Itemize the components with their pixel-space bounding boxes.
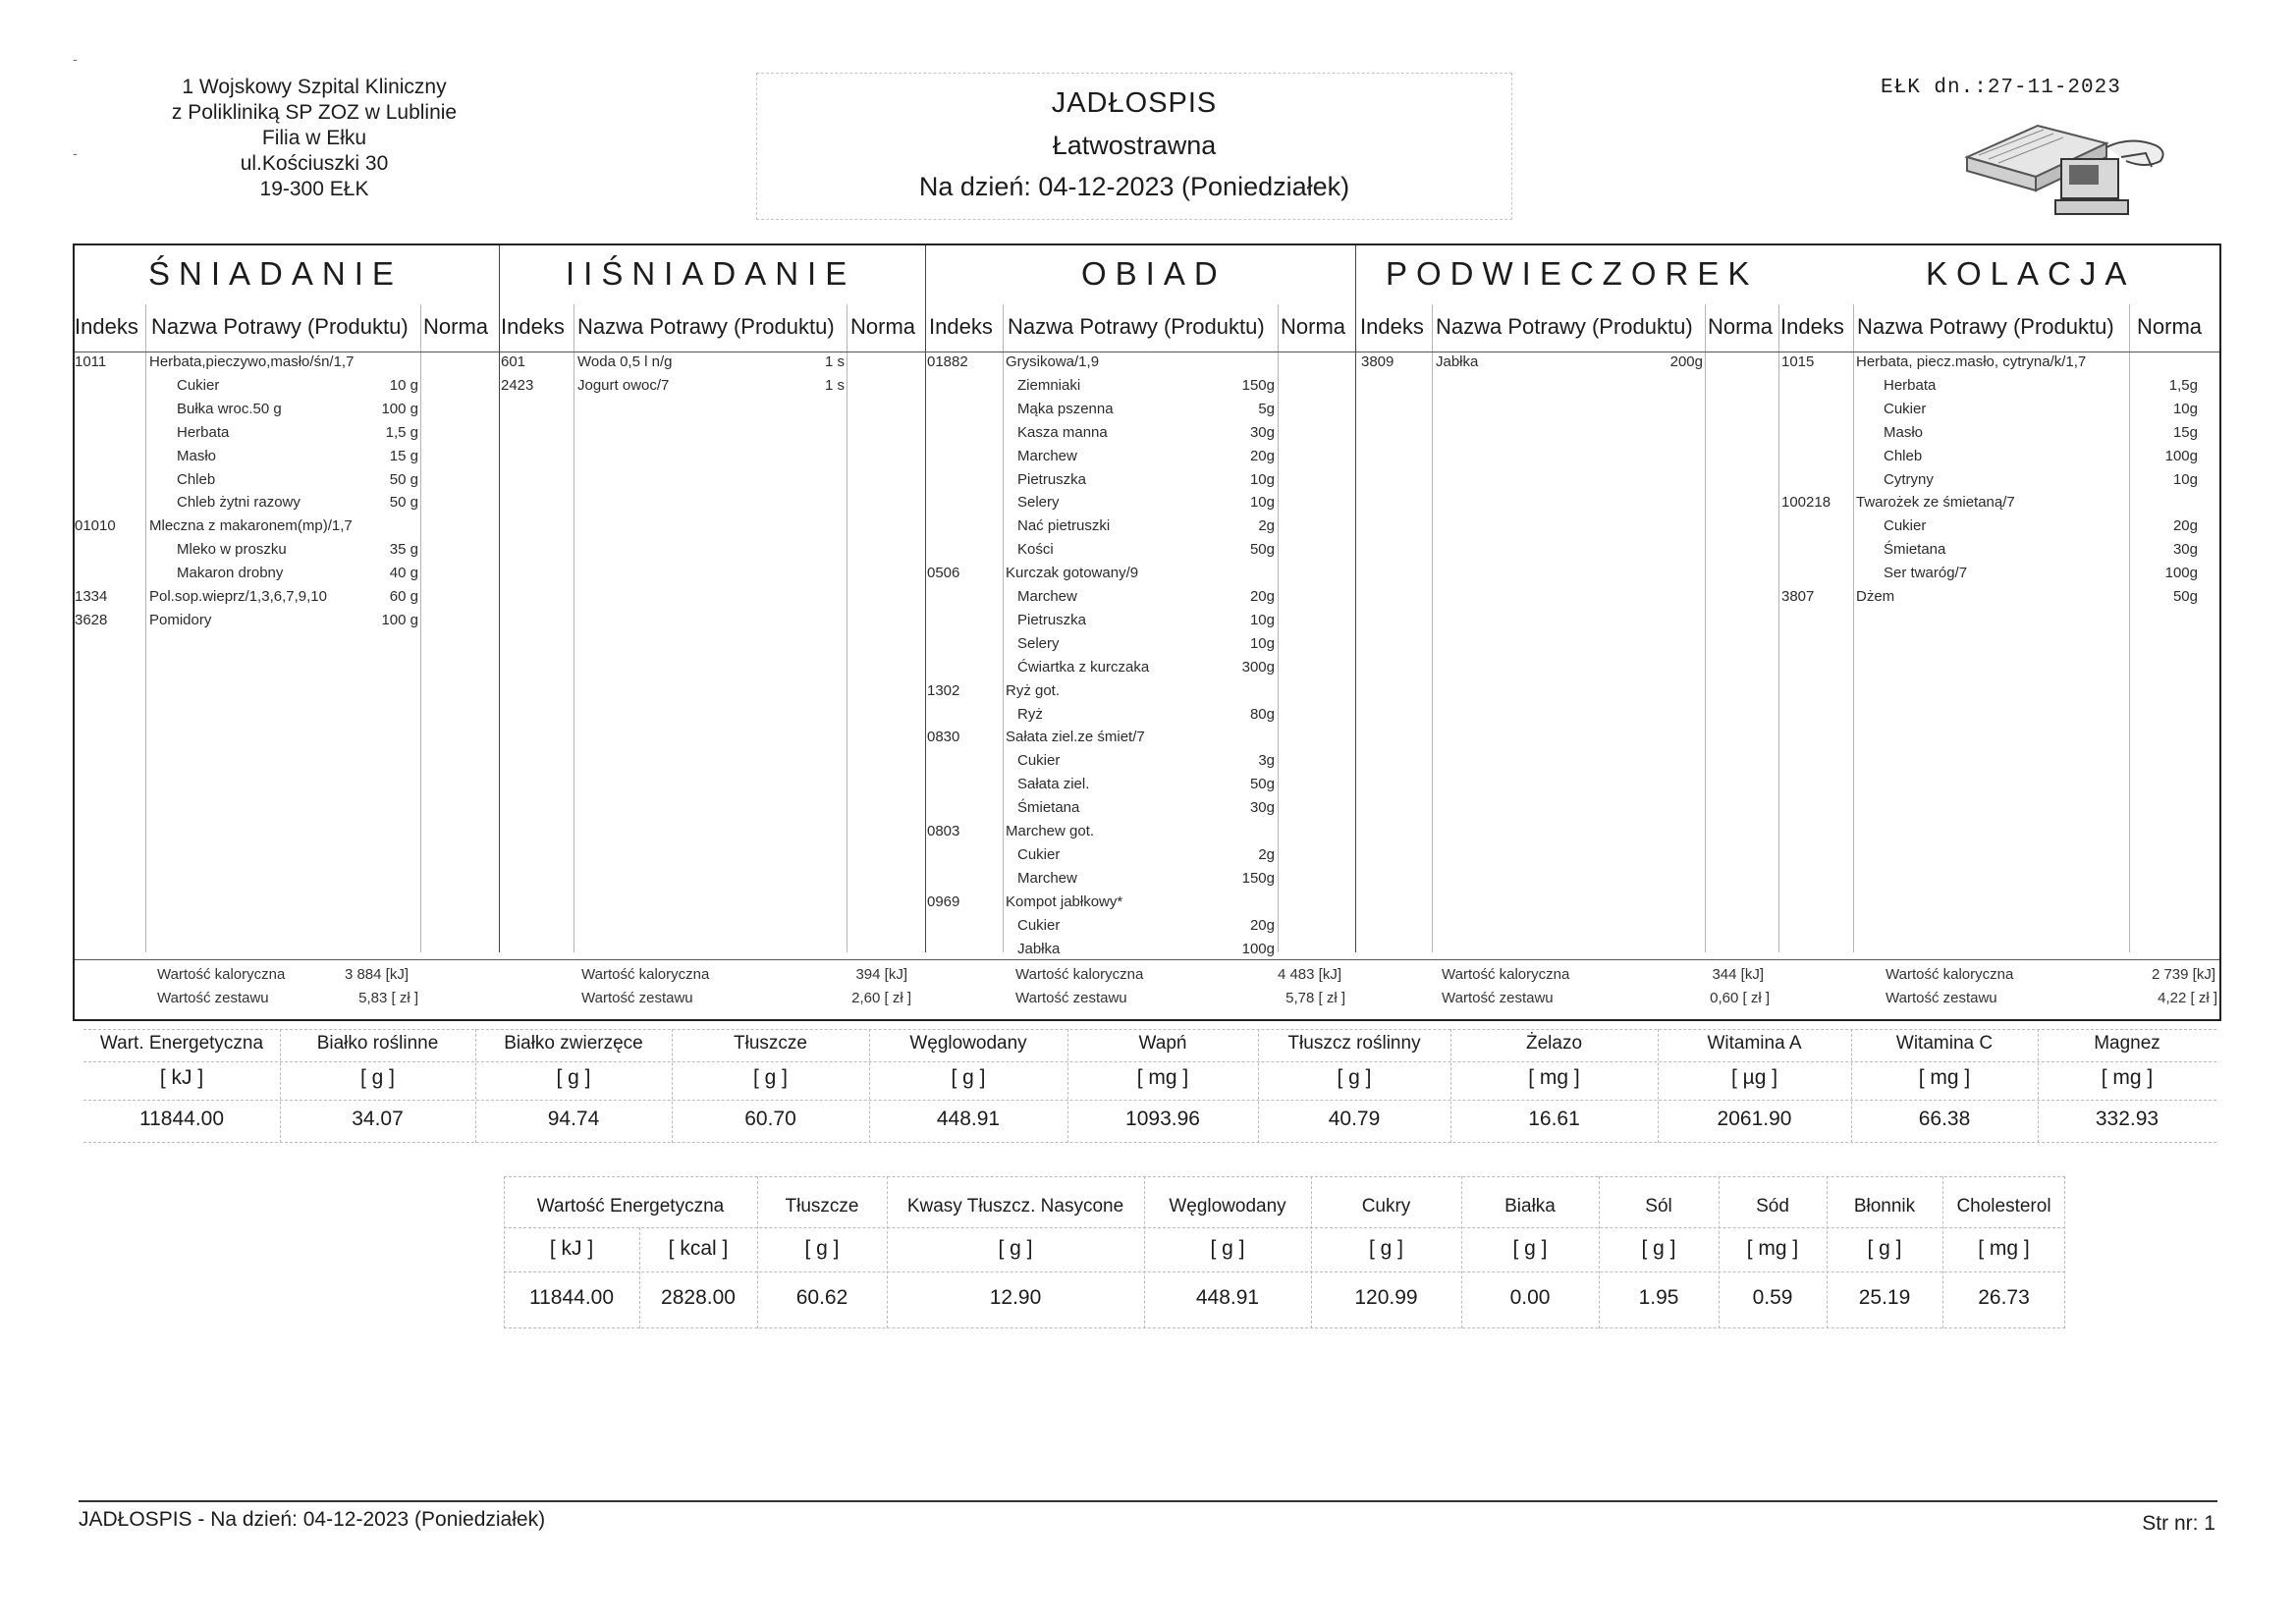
ingredient-name: Cukier — [1884, 400, 1927, 417]
meal-title-breakfast: ŚNIADANIE — [148, 255, 403, 292]
ingredient-name: Cytryny — [1884, 470, 1934, 488]
cell-divider — [475, 1029, 476, 1143]
cost-label: Wartość zestawu — [581, 990, 693, 1006]
nutrient-unit: [ kcal ] — [668, 1237, 729, 1260]
ingredient-name: Marchew — [1017, 869, 1077, 887]
dish-name: Marchew got. — [1006, 823, 1095, 839]
col-index: Indeks — [1360, 314, 1424, 339]
table-border — [2064, 1176, 2065, 1328]
ingredient-name: Cukier — [177, 376, 220, 394]
nutrient-value: 120.99 — [1354, 1286, 1418, 1309]
kcal-label: Wartość kaloryczna — [1015, 966, 1144, 983]
item-index: 1334 — [75, 588, 108, 605]
ingredient-name: Mąka pszenna — [1017, 400, 1114, 417]
nutrient-value: 1093.96 — [1125, 1108, 1200, 1130]
nutrient-header: Białko zwierzęce — [504, 1033, 643, 1054]
ingredient-name: Masło — [177, 447, 217, 464]
norm-value: 200g — [1669, 353, 1703, 370]
nutrient-unit: [ mg ] — [2101, 1066, 2154, 1089]
item-index: 1302 — [927, 681, 960, 699]
nutrient-header: Wapń — [1138, 1033, 1187, 1054]
nutrient-value: 94.74 — [547, 1108, 600, 1130]
ingredient-name: Chleb — [1884, 447, 1923, 464]
cell-divider — [672, 1029, 673, 1143]
norm-value: 10g — [1249, 494, 1275, 512]
cost-value: 4,22 [ zł ] — [2158, 990, 2217, 1006]
item-index: 0969 — [927, 893, 960, 910]
ingredient-name: Herbata — [177, 423, 230, 441]
page-number: Str nr: 1 — [2142, 1512, 2215, 1535]
row-divider — [504, 1227, 2065, 1228]
item-index: 1015 — [1781, 353, 1815, 370]
nutrient-value: 0.59 — [1752, 1286, 1793, 1309]
norm-value: 1,5g — [2168, 376, 2198, 394]
col-name: Nazwa Potrawy (Produktu) — [1008, 314, 1265, 339]
dish-name: Woda 0,5 l n/g — [577, 353, 673, 370]
norm-value: 20g — [2172, 517, 2198, 535]
nutrient-header: Witamina A — [1707, 1033, 1802, 1054]
cell-divider — [1851, 1029, 1852, 1143]
ingredient-name: Selery — [1017, 494, 1060, 512]
nutrient-unit: [ g ] — [752, 1066, 789, 1089]
norm-value: 100 g — [381, 400, 418, 417]
ingredient-name: Jabłka — [1017, 940, 1061, 957]
cost-label: Wartość zestawu — [157, 990, 269, 1006]
row-divider — [504, 1176, 2065, 1177]
nutrient-value: 26.73 — [1978, 1286, 2030, 1309]
dish-name: Herbata, piecz.masło, cytryna/k/1,7 — [1856, 353, 2087, 370]
cell-divider — [869, 1029, 870, 1143]
col-name: Nazwa Potrawy (Produktu) — [577, 314, 835, 339]
nutrient-value: 60.70 — [744, 1108, 796, 1130]
cell-divider — [2038, 1029, 2039, 1143]
nutrient-header: Sól — [1645, 1196, 1672, 1217]
cost-label: Wartość zestawu — [1015, 990, 1127, 1006]
item-index: 3809 — [1361, 353, 1394, 370]
norm-value: 150g — [1241, 869, 1275, 887]
item-index: 1011 — [75, 353, 107, 370]
cell-divider — [1942, 1176, 1943, 1328]
ingredient-name: Ćwiartka z kurczaka — [1017, 658, 1150, 676]
dish-name: Kompot jabłkowy* — [1006, 893, 1123, 910]
ingredient-name: Mleko w proszku — [177, 541, 287, 559]
nutrient-header: Węglowodany — [909, 1033, 1027, 1054]
norm-value: 10g — [1249, 470, 1275, 488]
col-norm: Norma — [850, 314, 916, 339]
row-divider — [83, 1142, 2216, 1143]
ingredient-name: Pietruszka — [1017, 470, 1087, 488]
nutrient-unit: [ g ] — [998, 1237, 1033, 1260]
nutrient-unit: [ g ] — [951, 1066, 986, 1089]
kcal-value: 344 [kJ] — [1712, 966, 1764, 983]
col-index: Indeks — [501, 314, 565, 339]
nutrient-value: 2828.00 — [661, 1286, 736, 1309]
ingredient-name: Cukier — [1884, 517, 1927, 535]
cost-value: 0,60 [ zł ] — [1710, 990, 1770, 1006]
row-divider — [504, 1327, 2065, 1328]
cell-divider — [1827, 1176, 1828, 1328]
nutrient-value: 25.19 — [1858, 1286, 1911, 1309]
column-divider — [1003, 304, 1004, 952]
hospital-address — [98, 75, 530, 202]
dish-name: Jabłka — [1436, 353, 1479, 370]
dish-name: Kurczak gotowany/9 — [1006, 565, 1139, 582]
nutrient-value: 40.79 — [1328, 1108, 1381, 1130]
nutrient-value: 2061.90 — [1717, 1108, 1792, 1130]
nutrient-header: Tłuszcze — [734, 1033, 807, 1054]
dish-name: Jogurt owoc/7 — [577, 376, 670, 394]
ingredient-name: Śmietana — [1017, 799, 1080, 817]
norm-value: 15g — [2172, 423, 2198, 441]
nutrient-unit: [ mg ] — [1136, 1066, 1189, 1089]
nutrient-value: 448.91 — [936, 1108, 1001, 1130]
row-divider — [83, 1029, 2216, 1030]
cell-divider — [1258, 1029, 1259, 1143]
dish-name: Pomidory — [149, 611, 212, 628]
norm-value: 40 g — [389, 565, 418, 582]
norm-value: 5g — [1258, 400, 1275, 417]
col-norm: Norma — [1708, 314, 1774, 339]
meal-title-supper: KOLACJA — [1926, 255, 2136, 292]
item-index: 0830 — [927, 729, 960, 746]
kcal-label: Wartość kaloryczna — [1442, 966, 1570, 983]
cost-value: 2,60 [ zł ] — [851, 990, 911, 1006]
nutrient-unit: [ mg ] — [1918, 1066, 1971, 1089]
ingredient-name: Selery — [1017, 634, 1060, 652]
ingredient-name: Ziemniaki — [1017, 376, 1081, 394]
norm-value: 35 g — [389, 541, 418, 559]
nutrient-value: 11844.00 — [528, 1286, 615, 1309]
ingredient-name: Marchew — [1017, 588, 1077, 605]
item-index: 100218 — [1781, 494, 1831, 512]
norm-value: 15 g — [389, 447, 418, 464]
nutrient-value: 12.90 — [989, 1286, 1042, 1309]
dish-name: Mleczna z makaronem(mp)/1,7 — [149, 517, 353, 535]
nutrient-header: Cholesterol — [1956, 1196, 2051, 1217]
dish-name: Dżem — [1856, 588, 1895, 605]
ingredient-name: Cukier — [1017, 845, 1061, 863]
nutrient-value: 448.91 — [1195, 1286, 1260, 1309]
col-norm: Norma — [2137, 314, 2203, 339]
norm-value: 2g — [1258, 517, 1275, 535]
norm-value: 50g — [2172, 588, 2198, 605]
norm-value: 2g — [1258, 845, 1275, 863]
cell-divider — [1599, 1176, 1600, 1328]
nutrient-unit: [ g ] — [1337, 1066, 1372, 1089]
page-title: JADŁOSPIS — [1051, 87, 1218, 119]
cell-divider — [1144, 1176, 1145, 1328]
norm-value: 20g — [1249, 588, 1275, 605]
norm-value: 1 s — [824, 376, 845, 394]
cost-label: Wartość zestawu — [1442, 990, 1554, 1006]
cell-divider — [639, 1227, 640, 1328]
meal-title-afternoon-snack: PODWIECZOREK — [1386, 255, 1759, 292]
nutrition-table-2 — [504, 1176, 2065, 1328]
ingredient-name: Chleb żytni razowy — [177, 494, 301, 512]
nutrient-header: Błonnik — [1853, 1196, 1916, 1217]
ingredient-name: Pietruszka — [1017, 611, 1087, 628]
norm-value: 300g — [1241, 658, 1275, 676]
column-divider — [420, 304, 421, 952]
norm-value: 100g — [2164, 565, 2198, 582]
nutrient-header: Tłuszcz roślinny — [1287, 1033, 1421, 1054]
nutrient-header: Białka — [1504, 1196, 1556, 1217]
nutrient-header: Wart. Energetyczna — [99, 1033, 264, 1054]
norm-value: 30g — [1249, 423, 1275, 441]
nutrient-value: 1.95 — [1638, 1286, 1679, 1309]
norm-value: 100g — [1241, 940, 1275, 957]
col-index: Indeks — [75, 314, 138, 339]
norm-value: 10g — [1249, 634, 1275, 652]
kcal-label: Wartość kaloryczna — [1886, 966, 2014, 983]
nutrient-unit: [ g ] — [804, 1237, 840, 1260]
norm-value: 20g — [1249, 916, 1275, 934]
col-index: Indeks — [929, 314, 993, 339]
norm-value: 100g — [2164, 447, 2198, 464]
nutrient-header: Białko roślinne — [316, 1033, 439, 1054]
kcal-value: 3 884 [kJ] — [344, 966, 409, 983]
ingredient-name: Cukier — [1017, 752, 1061, 770]
norm-value: 10g — [1249, 611, 1275, 628]
dish-name: Herbata,pieczywo,masło/śn/1,7 — [149, 353, 355, 370]
col-norm: Norma — [1281, 314, 1346, 339]
norm-value: 100 g — [381, 611, 418, 628]
cell-divider — [1719, 1176, 1720, 1328]
column-divider — [1853, 304, 1854, 952]
column-divider — [1432, 304, 1433, 952]
hospital-line: z Polikliniką SP ZOZ w Lublinie — [171, 101, 458, 124]
nutrient-header: Żelazo — [1525, 1033, 1583, 1054]
ingredient-name: Kasza manna — [1017, 423, 1108, 441]
item-index: 0506 — [927, 565, 960, 582]
nutrient-unit: [ g ] — [556, 1066, 591, 1089]
meal-title-dinner: OBIAD — [1081, 255, 1227, 292]
nutrient-header: Cukry — [1361, 1196, 1411, 1217]
row-divider — [83, 1100, 2216, 1101]
norm-value: 80g — [1249, 705, 1275, 723]
cell-divider — [1461, 1176, 1462, 1328]
nutrient-unit: [ g ] — [1867, 1237, 1902, 1260]
nutrient-header: Witamina C — [1895, 1033, 1994, 1054]
nutrient-unit: [ kJ ] — [159, 1066, 204, 1089]
footer-text: JADŁOSPIS - Na dzień: 04-12-2023 (Poniedziałek) — [79, 1508, 546, 1531]
diet-name: Łatwostrawna — [1052, 131, 1217, 160]
norm-value: 50 g — [389, 494, 418, 512]
norm-value: 1 s — [824, 353, 845, 370]
norm-value: 3g — [1258, 752, 1275, 770]
hospital-line: 1 Wojskowy Szpital Kliniczny — [182, 76, 447, 98]
item-index: 2423 — [501, 376, 534, 394]
norm-value: 50g — [1249, 776, 1275, 793]
place-date: EŁK dn.:27-11-2023 — [1881, 77, 2121, 99]
col-name: Nazwa Potrawy (Produktu) — [1857, 314, 2114, 339]
norm-value: 50g — [1249, 541, 1275, 559]
nutrient-value: 34.07 — [352, 1108, 404, 1130]
nutrient-unit: [ g ] — [1210, 1237, 1245, 1260]
norm-value: 10g — [2172, 400, 2198, 417]
row-divider — [83, 1061, 2216, 1062]
nutrient-unit: [ µg ] — [1730, 1066, 1778, 1089]
cell-divider — [1311, 1176, 1312, 1328]
norm-value: 60 g — [389, 588, 418, 605]
kcal-label: Wartość kaloryczna — [581, 966, 710, 983]
norm-value: 10 g — [389, 376, 418, 394]
ingredient-name: Ser twaróg/7 — [1884, 565, 1968, 582]
nutrient-unit: [ kJ ] — [549, 1237, 594, 1260]
norm-value: 30g — [2172, 541, 2198, 559]
col-name: Nazwa Potrawy (Produktu) — [151, 314, 409, 339]
margin-mark: - — [73, 145, 78, 161]
ingredient-name: Herbata — [1884, 376, 1937, 394]
cell-divider — [1450, 1029, 1451, 1143]
kcal-value: 394 [kJ] — [855, 966, 907, 983]
nutrition-table-1 — [83, 1029, 2216, 1143]
item-index: 3628 — [75, 611, 108, 628]
nutrient-value: 11844.00 — [138, 1108, 225, 1130]
item-index: 3807 — [1781, 588, 1815, 605]
nutrient-header: Sód — [1756, 1196, 1789, 1217]
nutrient-header: Kwasy Tłuszcz. Nasycone — [906, 1196, 1124, 1217]
kcal-value: 2 739 [kJ] — [2151, 966, 2215, 983]
item-index: 01010 — [75, 517, 116, 535]
ingredient-name: Nać pietruszki — [1017, 517, 1111, 535]
norm-value: 150g — [1241, 376, 1275, 394]
cell-divider — [1067, 1029, 1068, 1143]
book-computer-icon — [1959, 118, 2180, 226]
meal-title-second-breakfast: IIŚNIADANIE — [566, 255, 856, 292]
norm-value: 30g — [1249, 799, 1275, 817]
cell-divider — [1658, 1029, 1659, 1143]
nutrient-unit: [ g ] — [359, 1066, 396, 1089]
nutrient-unit: [ g ] — [1512, 1237, 1548, 1260]
nutrient-value: 332.93 — [2095, 1108, 2159, 1130]
ingredient-name: Marchew — [1017, 447, 1077, 464]
norm-value: 20g — [1249, 447, 1275, 464]
cell-divider — [280, 1029, 281, 1143]
margin-mark: - — [73, 51, 78, 67]
cost-value: 5,83 [ zł ] — [358, 990, 418, 1006]
cost-label: Wartość zestawu — [1886, 990, 1997, 1006]
energy-header: Wartość Energetyczna — [536, 1196, 725, 1217]
column-divider — [145, 304, 146, 952]
ingredient-name: Bułka wroc.50 g — [177, 400, 282, 417]
kcal-value: 4 483 [kJ] — [1277, 966, 1341, 983]
nutrient-value: 66.38 — [1918, 1108, 1971, 1130]
dish-name: Twarożek ze śmietaną/7 — [1856, 494, 2015, 512]
cost-value: 5,78 [ zł ] — [1285, 990, 1345, 1006]
ingredient-name: Śmietana — [1884, 541, 1946, 559]
nutrient-header: Tłuszcze — [785, 1196, 859, 1217]
menu-date: Na dzień: 04-12-2023 (Poniedziałek) — [918, 172, 1350, 201]
ingredient-name: Cukier — [1017, 916, 1061, 934]
column-divider — [1278, 304, 1279, 952]
nutrient-value: 16.61 — [1528, 1108, 1580, 1130]
dish-name: Sałata ziel.ze śmiet/7 — [1006, 729, 1145, 746]
col-name: Nazwa Potrawy (Produktu) — [1436, 314, 1693, 339]
nutrient-header: Węglowodany — [1169, 1196, 1286, 1217]
column-divider — [1705, 304, 1706, 952]
norm-value: 50 g — [389, 470, 418, 488]
nutrient-unit: [ mg ] — [1528, 1066, 1580, 1089]
col-norm: Norma — [423, 314, 489, 339]
hospital-line: Filia w Ełku — [261, 127, 367, 149]
norm-value: 10g — [2172, 470, 2198, 488]
nutrient-unit: [ g ] — [1368, 1237, 1404, 1260]
ingredient-name: Chleb — [177, 470, 216, 488]
ingredient-name: Kości — [1017, 541, 1054, 559]
dish-name: Pol.sop.wieprz/1,3,6,7,9,10 — [149, 588, 327, 605]
title-box — [756, 73, 1512, 220]
kcal-label: Wartość kaloryczna — [157, 966, 286, 983]
nutrient-value: 0.00 — [1509, 1286, 1551, 1309]
ingredient-name: Sałata ziel. — [1017, 776, 1090, 793]
item-index: 0803 — [927, 823, 960, 839]
nutrient-header: Magnez — [2094, 1033, 2160, 1054]
col-index: Indeks — [1780, 314, 1844, 339]
ingredient-name: Makaron drobny — [177, 565, 284, 582]
item-index: 601 — [501, 353, 526, 370]
menu-table — [73, 243, 2221, 1021]
norm-value: 1,5 g — [385, 423, 418, 441]
summary-rule — [75, 959, 2219, 960]
nutrient-unit: [ mg ] — [1746, 1237, 1799, 1260]
dish-name: Grysikowa/1,9 — [1006, 353, 1100, 370]
ingredient-name: Ryż — [1017, 705, 1043, 723]
meal-divider — [1778, 304, 1779, 952]
ingredient-name: Masło — [1884, 423, 1924, 441]
footer — [79, 1500, 2217, 1535]
nutrient-value: 60.62 — [795, 1286, 848, 1309]
row-divider — [504, 1271, 2065, 1272]
nutrient-unit: [ g ] — [1641, 1237, 1676, 1260]
dish-name: Ryż got. — [1006, 681, 1061, 699]
hospital-line: 19-300 EŁK — [259, 178, 369, 200]
cell-divider — [757, 1176, 758, 1328]
hospital-line: ul.Kościuszki 30 — [240, 152, 389, 175]
cell-divider — [887, 1176, 888, 1328]
item-index: 01882 — [927, 353, 968, 370]
nutrient-unit: [ mg ] — [1978, 1237, 2030, 1260]
table-border — [504, 1176, 505, 1328]
